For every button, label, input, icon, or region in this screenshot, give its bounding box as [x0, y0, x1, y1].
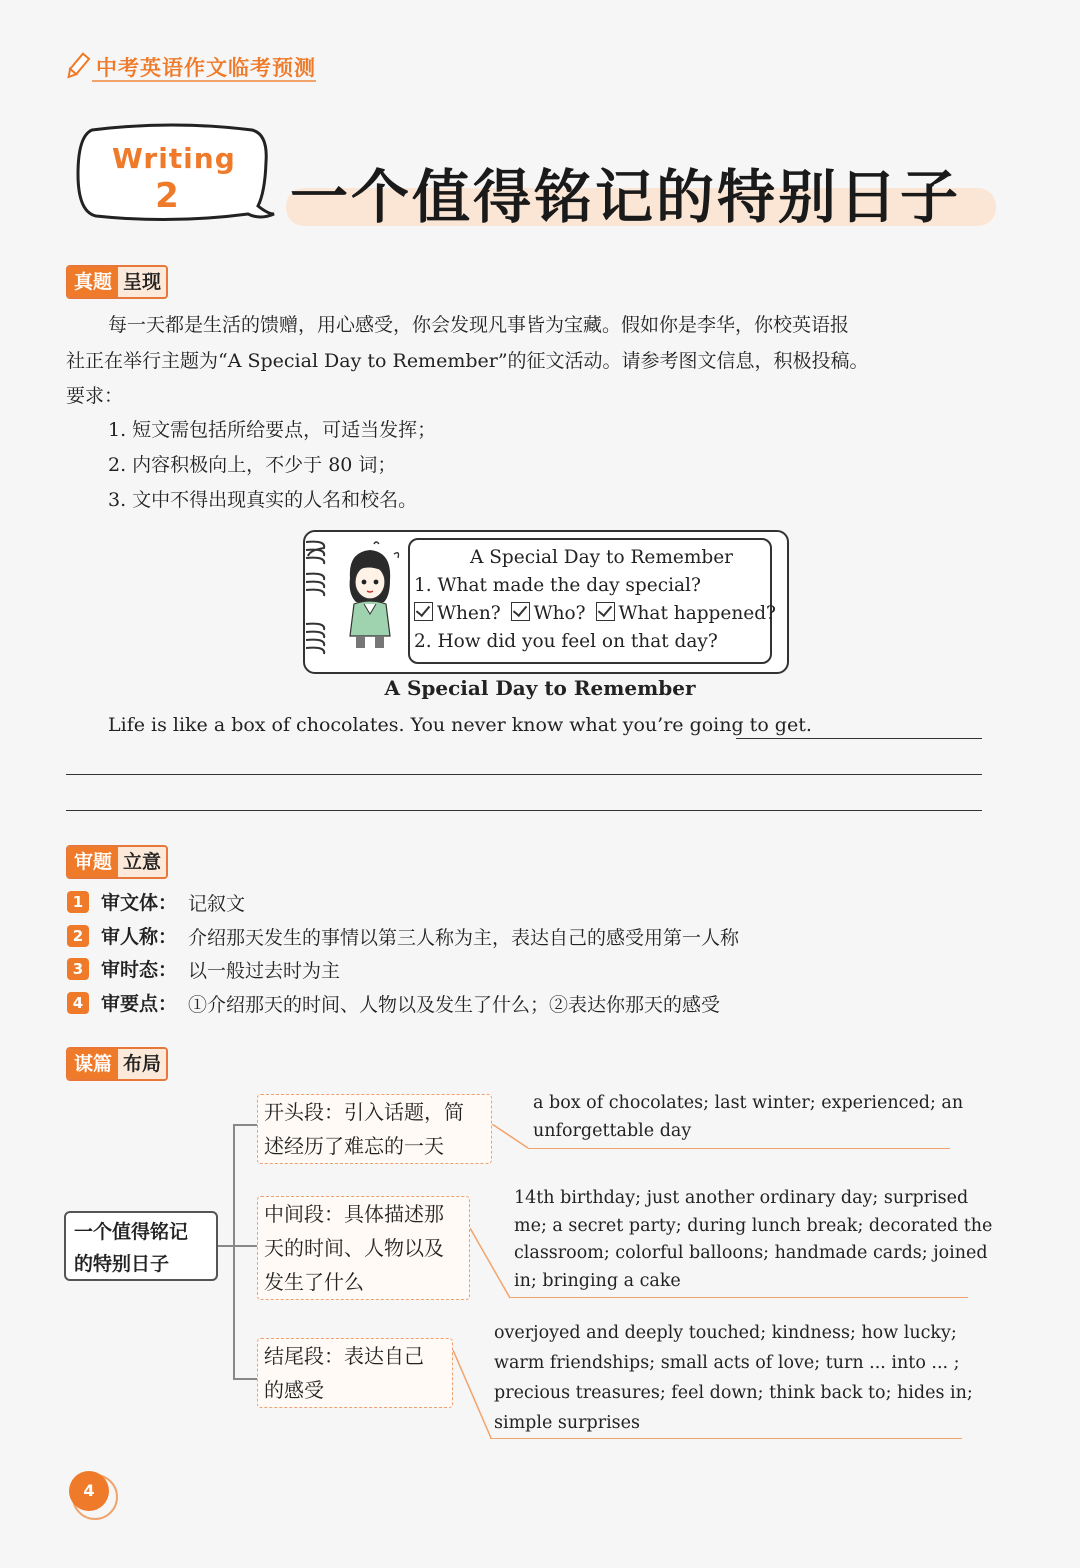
writing-label: Writing	[112, 142, 236, 175]
series-title-underline	[92, 80, 316, 82]
keywords-opening	[533, 1090, 963, 1145]
section-header-prompt	[66, 265, 168, 299]
section-header-analysis	[66, 845, 168, 879]
keyword-line: classroom; colorful balloons; handmade cards; joined	[514, 1243, 988, 1263]
outline-box-line: 开头段：引入话题，简	[264, 1100, 464, 1124]
check-when: When?	[437, 603, 501, 624]
essay-title: A Special Day to Remember	[384, 676, 696, 700]
prompt-line-1: 每一天都是生活的馈赠，用心感受，你会发现凡事皆为宝藏。假如你是李华，你校英语报	[108, 314, 850, 336]
keyword-connector	[470, 1228, 514, 1300]
card-question-2: 2. How did you feel on that day?	[414, 631, 718, 652]
section-tag-a: 谋篇	[68, 1049, 118, 1079]
card-title: A Special Day to Remember	[470, 547, 734, 568]
requirements-label: 要求：	[66, 385, 124, 407]
checkbox-checked-icon	[414, 602, 433, 621]
keyword-underline	[490, 1438, 962, 1439]
keyword-line: me; a secret party; during lunch break; decorated the	[514, 1215, 993, 1236]
item-number-badge: 4	[67, 992, 89, 1014]
requirement-item: 3. 文中不得出现真实的人名和校名。	[108, 489, 418, 511]
outline-box-line: 的感受	[264, 1378, 324, 1402]
item-number-badge: 2	[67, 925, 89, 947]
girl-illustration-icon	[334, 540, 406, 652]
keyword-underline	[510, 1297, 968, 1298]
outline-box-ending	[257, 1338, 453, 1408]
card-checklist	[414, 600, 776, 629]
answer-line[interactable]	[66, 810, 982, 811]
keyword-line: a box of chocolates; last winter; experienced; an	[533, 1093, 964, 1113]
section-tag-b: 呈现	[118, 267, 166, 297]
keyword-line: 14th birthday; just another ordinary day; surprised	[514, 1188, 969, 1208]
outline-box-line: 天的时间、人物以及	[264, 1236, 444, 1260]
answer-line[interactable]	[66, 774, 982, 775]
outline-box-line: 中间段：具体描述那	[264, 1202, 444, 1226]
card-question-1: 1. What made the day special?	[414, 575, 701, 596]
keyword-connector	[453, 1350, 493, 1440]
checkbox-checked-icon	[511, 602, 530, 621]
analysis-label: 审文体：	[101, 892, 178, 914]
outline-box-line: 述经历了难忘的一天	[264, 1134, 444, 1158]
section-tag-a: 真题	[68, 267, 118, 297]
item-number-badge: 1	[67, 891, 89, 913]
keyword-line: overjoyed and deeply touched; kindness; how lucky;	[494, 1323, 957, 1343]
section-header-layout	[66, 1047, 168, 1081]
analysis-label: 审人称：	[101, 926, 178, 948]
tree-connector	[233, 1245, 257, 1247]
keyword-line: unforgettable day	[533, 1120, 692, 1141]
writing-number: 2	[155, 176, 179, 216]
analysis-label: 审时态：	[101, 959, 178, 981]
keywords-ending	[494, 1318, 973, 1438]
outline-box-line: 结尾段：表达自己	[264, 1344, 424, 1368]
analysis-text: ①介绍那天的时间、人物以及发生了什么；②表达你那天的感受	[188, 994, 721, 1016]
outline-box-opening	[257, 1094, 492, 1164]
item-number-badge: 3	[67, 958, 89, 980]
analysis-text: 以一般过去时为主	[188, 960, 341, 982]
outline-root-line: 一个值得铭记	[74, 1221, 189, 1243]
requirement-item: 2. 内容积极向上，不少于 80 词；	[108, 454, 397, 476]
checkbox-checked-icon	[596, 602, 615, 621]
outline-box-line: 发生了什么	[264, 1270, 364, 1294]
section-tag-b: 布局	[118, 1049, 166, 1079]
outline-box-body	[257, 1196, 470, 1300]
spiral-binding-icon	[300, 534, 334, 668]
pencil-icon	[62, 52, 92, 82]
keyword-connector	[492, 1124, 532, 1150]
check-what: What happened?	[618, 603, 776, 624]
answer-line[interactable]	[736, 738, 982, 739]
outline-root	[64, 1211, 218, 1281]
prompt-line-2: 社正在举行主题为“A Special Day to Remember”的征文活动。请参考图文信息，积极投稿。	[66, 350, 869, 372]
outline-root-line: 的特别日子	[74, 1253, 170, 1275]
keyword-line: in; bringing a cake	[514, 1270, 681, 1291]
keyword-line: warm friendships; small acts of love; turn ... into ... ;	[494, 1353, 960, 1373]
essay-opening: Life is like a box of chocolates. You never know what you’re going to get.	[108, 714, 812, 736]
keywords-body	[514, 1185, 992, 1295]
section-tag-b: 立意	[118, 847, 166, 877]
tree-connector	[233, 1124, 235, 1378]
section-tag-a: 审题	[68, 847, 118, 877]
page-title: 一个值得铭记的特别日子	[290, 163, 962, 231]
keyword-underline	[528, 1148, 950, 1149]
page-number: 4	[69, 1471, 109, 1511]
analysis-text: 记叙文	[188, 893, 246, 915]
series-title: 中考英语作文临考预测	[96, 56, 316, 80]
check-who: Who?	[533, 603, 586, 624]
analysis-text: 介绍那天发生的事情以第三人称为主，表达自己的感受用第一人称	[188, 927, 740, 949]
tree-connector	[233, 1124, 257, 1126]
tree-connector	[233, 1378, 257, 1380]
keyword-line: simple surprises	[494, 1413, 640, 1433]
requirement-item: 1. 短文需包括所给要点，可适当发挥；	[108, 419, 437, 441]
keyword-line: precious treasures; feel down; think back to; hides in;	[494, 1383, 973, 1403]
tree-connector	[218, 1245, 234, 1247]
analysis-label: 审要点：	[101, 993, 178, 1015]
